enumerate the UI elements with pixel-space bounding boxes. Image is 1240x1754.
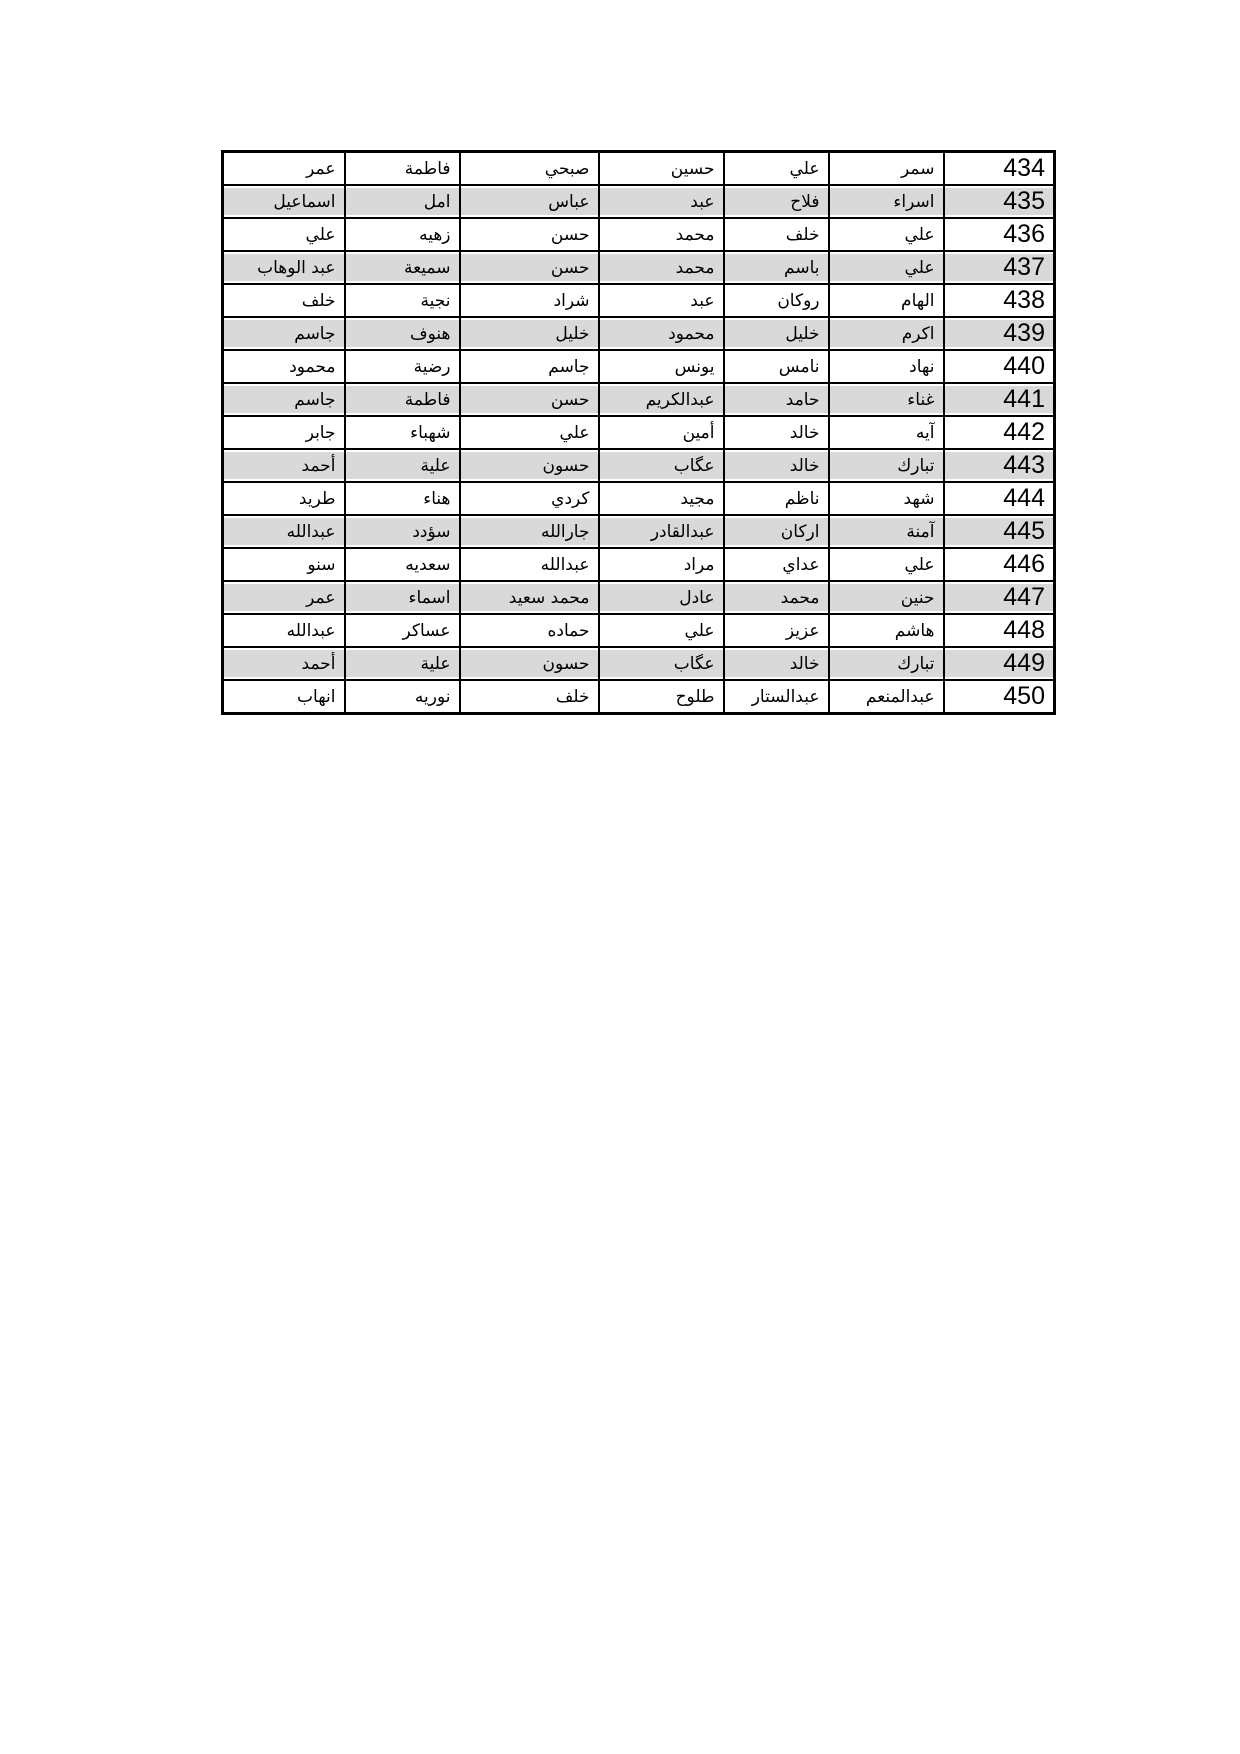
row-number-cell: 443 [944,449,1055,482]
name-cell: سنو [223,548,345,581]
name-cell: جاسم [460,350,599,383]
name-cell: سميعة [345,251,460,284]
name-cell: مجيد [599,482,724,515]
name-cell: نجية [345,284,460,317]
row-number-cell: 435 [944,185,1055,218]
name-cell: فاطمة [345,152,460,186]
name-cell: عساكر [345,614,460,647]
name-cell: هنوف [345,317,460,350]
name-cell: علي [599,614,724,647]
name-cell: عبدالقادر [599,515,724,548]
table-row [223,680,1055,714]
table-row [223,185,1055,218]
name-cell: خلف [223,284,345,317]
table-row [223,218,1055,251]
name-cell: عبدالله [223,614,345,647]
name-cell: خالد [724,449,829,482]
row-number-cell: 445 [944,515,1055,548]
name-cell: نوريه [345,680,460,714]
name-cell: عباس [460,185,599,218]
name-cell: علية [345,449,460,482]
name-cell: آمنة [829,515,944,548]
name-cell: خلف [460,680,599,714]
name-cell: نهاد [829,350,944,383]
name-cell: حسن [460,251,599,284]
table-row [223,449,1055,482]
row-number-cell: 449 [944,647,1055,680]
row-number-cell: 436 [944,218,1055,251]
name-cell: خالد [724,647,829,680]
name-cell: اسماعيل [223,185,345,218]
name-cell: صبحي [460,152,599,186]
name-cell: عمر [223,581,345,614]
name-cell: فاطمة [345,383,460,416]
name-cell: أحمد [223,449,345,482]
name-cell: محمد [599,218,724,251]
name-cell: حنين [829,581,944,614]
name-cell: روكان [724,284,829,317]
name-cell: خلف [724,218,829,251]
table-row [223,383,1055,416]
name-cell: عمر [223,152,345,186]
name-cell: عزيز [724,614,829,647]
name-cell: عبدالكريم [599,383,724,416]
names-table-body [223,152,1055,714]
row-number-cell: 448 [944,614,1055,647]
name-cell: جارالله [460,515,599,548]
name-cell: أحمد [223,647,345,680]
row-number-cell: 441 [944,383,1055,416]
name-cell: خليل [724,317,829,350]
name-cell: حسون [460,647,599,680]
name-cell: عبدالله [460,548,599,581]
table-row [223,548,1055,581]
name-cell: حسن [460,383,599,416]
table-row [223,350,1055,383]
name-cell: محمد [599,251,724,284]
table-row [223,251,1055,284]
row-number-cell: 450 [944,680,1055,714]
name-cell: اكرم [829,317,944,350]
name-cell: عبد الوهاب [223,251,345,284]
name-cell: جاسم [223,383,345,416]
name-cell: عبدالستار [724,680,829,714]
name-cell: علي [223,218,345,251]
table-row [223,581,1055,614]
name-cell: سؤدد [345,515,460,548]
row-number-cell: 446 [944,548,1055,581]
name-cell: الهام [829,284,944,317]
name-cell: كردي [460,482,599,515]
name-cell: حسون [460,449,599,482]
name-cell: مراد [599,548,724,581]
name-cell: علي [829,218,944,251]
name-cell: علي [829,548,944,581]
name-cell: حسن [460,218,599,251]
name-cell: هناء [345,482,460,515]
name-cell: شهباء [345,416,460,449]
name-cell: طريد [223,482,345,515]
name-cell: حماده [460,614,599,647]
name-cell: شهد [829,482,944,515]
name-cell: علي [724,152,829,186]
row-number-cell: 442 [944,416,1055,449]
row-number-cell: 439 [944,317,1055,350]
table-row [223,482,1055,515]
row-number-cell: 438 [944,284,1055,317]
name-cell: يونس [599,350,724,383]
name-cell: خليل [460,317,599,350]
name-cell: اسراء [829,185,944,218]
name-cell: اركان [724,515,829,548]
name-cell: عبدالله [223,515,345,548]
table-row [223,647,1055,680]
row-number-cell: 434 [944,152,1055,186]
name-cell: جابر [223,416,345,449]
name-cell: علية [345,647,460,680]
name-cell: محمد سعيد [460,581,599,614]
name-cell: طلوح [599,680,724,714]
name-cell: آيه [829,416,944,449]
name-cell: نامس [724,350,829,383]
table-row [223,284,1055,317]
name-cell: تبارك [829,449,944,482]
names-table [221,150,1056,715]
table-row [223,416,1055,449]
name-cell: سمر [829,152,944,186]
name-cell: شراد [460,284,599,317]
table-row [223,515,1055,548]
name-cell: زهيه [345,218,460,251]
name-cell: علي [460,416,599,449]
name-cell: غناء [829,383,944,416]
name-cell: خالد [724,416,829,449]
name-cell: عبد [599,284,724,317]
name-cell: اسماء [345,581,460,614]
name-cell: أمين [599,416,724,449]
name-cell: رضية [345,350,460,383]
row-number-cell: 437 [944,251,1055,284]
name-cell: هاشم [829,614,944,647]
row-number-cell: 440 [944,350,1055,383]
name-cell: محمود [223,350,345,383]
name-cell: حامد [724,383,829,416]
table-row [223,152,1055,186]
name-cell: جاسم [223,317,345,350]
name-cell: ناظم [724,482,829,515]
name-cell: انهاب [223,680,345,714]
table-row [223,317,1055,350]
name-cell: محمد [724,581,829,614]
name-cell: عگاب [599,449,724,482]
name-cell: فلاح [724,185,829,218]
name-cell: سعديه [345,548,460,581]
name-cell: امل [345,185,460,218]
name-cell: عداي [724,548,829,581]
name-cell: عبدالمنعم [829,680,944,714]
row-number-cell: 444 [944,482,1055,515]
name-cell: عادل [599,581,724,614]
name-cell: عگاب [599,647,724,680]
name-cell: حسين [599,152,724,186]
name-cell: تبارك [829,647,944,680]
table-row [223,614,1055,647]
name-cell: عبد [599,185,724,218]
name-cell: محمود [599,317,724,350]
name-cell: باسم [724,251,829,284]
row-number-cell: 447 [944,581,1055,614]
name-cell: علي [829,251,944,284]
